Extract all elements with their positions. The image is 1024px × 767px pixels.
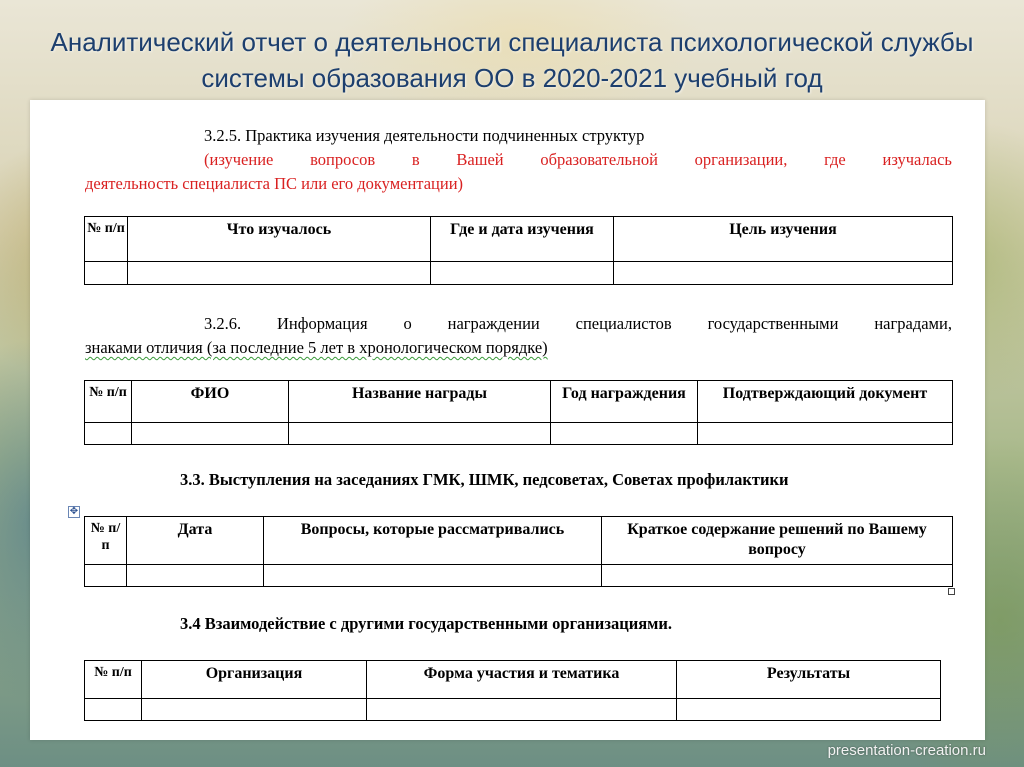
section-326-heading-line1: [204, 314, 952, 334]
table-326-header-year: Год награждения: [551, 381, 698, 423]
word: Вашей: [456, 150, 504, 169]
table-33: [84, 516, 953, 587]
table-34-cell[interactable]: [367, 699, 677, 721]
document-page: [30, 100, 985, 740]
table-325-cell[interactable]: [128, 262, 431, 285]
table-325-cell[interactable]: [431, 262, 614, 285]
word: вопросов: [310, 150, 376, 169]
word: о: [403, 314, 412, 333]
table-34-header-form: Форма участия и тематика: [367, 661, 677, 699]
table-325: [84, 216, 953, 285]
table-33-header-decisions: Краткое содержание решений по Вашему вопросу: [602, 517, 953, 565]
slide-title-line1: Аналитический отчет о деятельности специалиста психологической службы: [50, 27, 974, 57]
section-325-note-line2: деятельность специалиста ПС или его документации): [85, 174, 464, 193]
table-33-cell[interactable]: [85, 565, 127, 587]
table-34-cell[interactable]: [677, 699, 941, 721]
word: образовательной: [540, 150, 658, 169]
word: государственными: [707, 314, 839, 333]
word: (изучение: [204, 150, 274, 169]
slide-title: [0, 24, 1024, 96]
table-326-cell[interactable]: [132, 423, 289, 445]
word: специалистов: [575, 314, 672, 333]
section-325-note-line1: [204, 150, 952, 170]
word: 3.2.6.: [204, 314, 242, 333]
table-34-header-org: Организация: [142, 661, 367, 699]
slide-title-line2: системы образования ОО в 2020-2021 учебный год: [201, 63, 823, 93]
table-34: [84, 660, 941, 721]
table-33-header-questions: Вопросы, которые рассматривались: [264, 517, 602, 565]
table-326-header-document: Подтверждающий документ: [698, 381, 953, 423]
table-326-header-award: Название награды: [289, 381, 551, 423]
section-34-heading: 3.4 Взаимодействие с другими государственными организациями.: [180, 614, 673, 633]
word: где: [824, 150, 846, 169]
word: организации,: [694, 150, 788, 169]
table-326-cell[interactable]: [551, 423, 698, 445]
table-326-cell[interactable]: [85, 423, 132, 445]
word: в: [411, 150, 420, 169]
section-33-heading: 3.3. Выступления на заседаниях ГМК, ШМК, педсоветах, Советах профилактики: [180, 470, 789, 489]
table-325-header-num: № п/п: [85, 217, 128, 262]
table-33-cell[interactable]: [602, 565, 953, 587]
table-326-cell[interactable]: [289, 423, 551, 445]
table-326: [84, 380, 953, 445]
table-325-cell[interactable]: [614, 262, 953, 285]
table-325-cell[interactable]: [85, 262, 128, 285]
table-33-header-date: Дата: [127, 517, 264, 565]
table-33-cell[interactable]: [127, 565, 264, 587]
section-325-heading: 3.2.5. Практика изучения деятельности подчиненных структур: [204, 126, 645, 145]
word: изучалась: [882, 150, 952, 169]
table-33-cell[interactable]: [264, 565, 602, 587]
table-34-cell[interactable]: [85, 699, 142, 721]
table-33-header-num: № п/п: [85, 517, 127, 565]
table-326-cell[interactable]: [698, 423, 953, 445]
word: наградами,: [874, 314, 952, 333]
table-34-cell[interactable]: [142, 699, 367, 721]
table-34-header-results: Результаты: [677, 661, 941, 699]
watermark: presentation-creation.ru: [827, 742, 986, 759]
table-326-header-fio: ФИО: [132, 381, 289, 423]
table-34-header-num: № п/п: [85, 661, 142, 699]
table-325-header-where: Где и дата изучения: [431, 217, 614, 262]
word: награждении: [447, 314, 540, 333]
table-move-anchor-icon[interactable]: ✥: [69, 506, 79, 517]
section-326-heading-line2: знаками отличия (за последние 5 лет в хронологическом порядке): [85, 338, 548, 357]
word: Информация: [277, 314, 368, 333]
table-325-header-what: Что изучалось: [128, 217, 431, 262]
table-325-header-goal: Цель изучения: [614, 217, 953, 262]
table-resize-handle[interactable]: [948, 588, 955, 595]
table-326-header-num: № п/п: [85, 381, 132, 423]
